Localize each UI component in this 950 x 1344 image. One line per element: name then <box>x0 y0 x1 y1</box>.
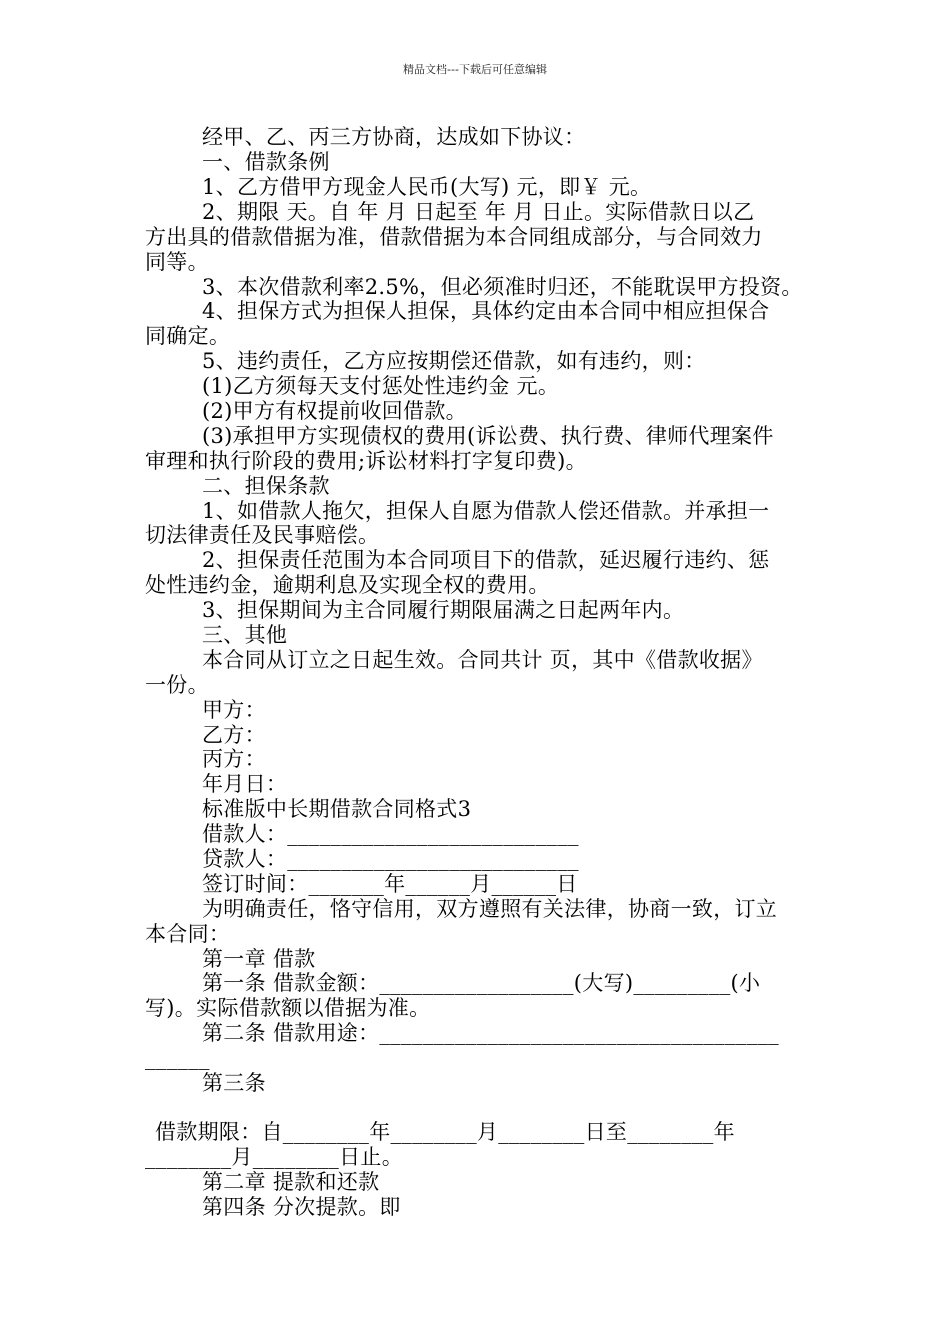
text-line: 4、担保方式为担保人担保，具体约定由本合同中相应担保合 <box>202 299 770 323</box>
article-heading: 第三条 <box>202 1071 266 1095</box>
section-heading: 一、借款条例 <box>202 150 330 174</box>
text-line: ________月________日止。 <box>145 1145 403 1169</box>
date-label: 年月日： <box>202 772 288 796</box>
text-line: (1)乙方须每天支付惩处性违约金 元。 <box>202 374 560 398</box>
text-line: 本合同： <box>145 922 231 946</box>
text-line: (2)甲方有权提前收回借款。 <box>202 399 467 423</box>
text-line: 写)。实际借款额以借据为准。 <box>145 996 431 1020</box>
party-a-label: 甲方： <box>202 698 266 722</box>
section-heading: 三、其他 <box>202 623 288 647</box>
chapter-heading: 第一章 借款 <box>202 947 316 971</box>
text-line: 本合同从订立之日起生效。合同共计 页，其中《借款收据》 <box>202 648 763 672</box>
text-line: 2、期限 天。自 年 月 日起至 年 月 日止。实际借款日以乙 <box>202 200 755 224</box>
text-line: 3、本次借款利率2.5%，但必须准时归还，不能耽误甲方投资。 <box>202 275 803 299</box>
chapter-heading: 第二章 提款和还款 <box>202 1170 380 1194</box>
text-line: 切法律责任及民事赔偿。 <box>145 523 380 547</box>
text-line: ______ <box>145 1046 210 1070</box>
text-line: 审理和执行阶段的费用;诉讼材料打字复印费)。 <box>145 449 587 473</box>
lender-field: 贷款人：___________________________ <box>202 847 579 871</box>
party-b-label: 乙方： <box>202 723 266 747</box>
text-line: 同等。 <box>145 250 209 274</box>
section-heading: 二、担保条款 <box>202 474 330 498</box>
borrower-field: 借款人：___________________________ <box>202 822 579 846</box>
text-line: 处性违约金，逾期利息及实现全权的费用。 <box>145 573 550 597</box>
article-line: 第四条 分次提款。即 <box>202 1195 401 1219</box>
text-line: 为明确责任，恪守信用，双方遵照有关法律，协商一致，订立 <box>202 897 778 921</box>
text-line: 5、违约责任，乙方应按期偿还借款，如有违约，则： <box>202 349 706 373</box>
text-line: (3)承担甲方实现债权的费用(诉讼费、执行费、律师代理案件 <box>202 424 774 448</box>
text-line: 经甲、乙、丙三方协商，达成如下协议： <box>202 125 586 149</box>
page-header: 精品文档---下载后可任意编辑 <box>403 63 547 76</box>
contract-title: 标准版中长期借款合同格式3 <box>202 797 472 821</box>
text-line: 同确定。 <box>145 324 231 348</box>
text-line: 方出具的借款借据为准，借款借据为本合同组成部分，与合同效力 <box>145 225 763 249</box>
loan-term-line: 借款期限：自________年________月________日至________年 <box>155 1120 735 1144</box>
party-c-label: 丙方： <box>202 747 266 771</box>
text-line: 2、担保责任范围为本合同项目下的借款，延迟履行违约、惩 <box>202 548 770 572</box>
text-line: 3、担保期间为主合同履行期限届满之日起两年内。 <box>202 598 685 622</box>
text-line: 一份。 <box>145 673 209 697</box>
signing-date-field: 签订时间：_______年______月______日 <box>202 872 578 896</box>
text-line: 1、如借款人拖欠，担保人自愿为借款人偿还借款。并承担一 <box>202 499 770 523</box>
text-line: 1、乙方借甲方现金人民币(大写) 元，即￥ 元。 <box>202 175 652 199</box>
article-line: 第一条 借款金额：__________________(大写)_________(小 <box>202 971 761 995</box>
article-line: 第二条 借款用途：_____________________________________ <box>202 1021 779 1045</box>
